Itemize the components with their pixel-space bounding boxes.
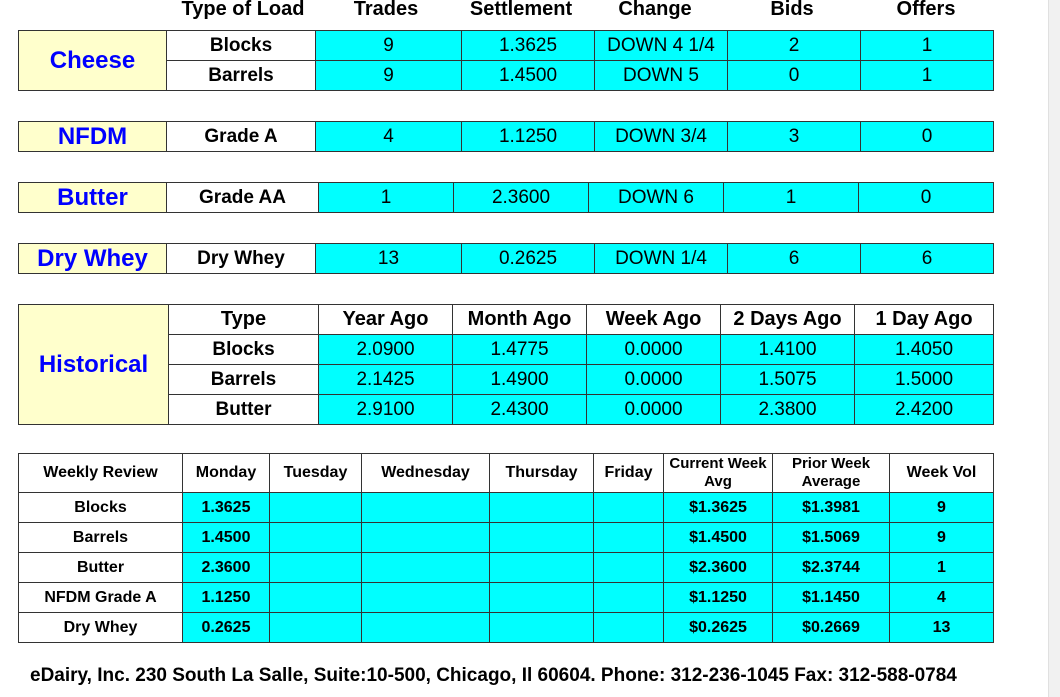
weekly-cell: $1.1250 <box>664 583 773 613</box>
header-type-of-load: Type of Load <box>181 0 305 20</box>
type-cell: Grade AA <box>167 183 319 213</box>
change-cell: DOWN 1/4 <box>595 244 728 274</box>
weekly-header-wednesday: Wednesday <box>362 454 490 493</box>
hist-header-type: Type <box>169 305 319 335</box>
hist-value-cell: 0.0000 <box>587 395 721 425</box>
weekly-cell <box>490 613 594 643</box>
hist-header-month-ago: Month Ago <box>453 305 587 335</box>
weekly-cell <box>594 493 664 523</box>
header-settlement: Settlement <box>469 0 573 20</box>
hist-value-cell: 2.9100 <box>319 395 453 425</box>
nfdm-table <box>18 121 994 152</box>
cheese-table <box>18 30 994 91</box>
weekly-cell: 0.2625 <box>183 613 270 643</box>
weekly-cell: 13 <box>890 613 994 643</box>
header-trades: Trades <box>353 0 419 20</box>
historical-label: Historical <box>19 305 169 425</box>
weekly-cell <box>490 493 594 523</box>
butter-label: Butter <box>19 183 167 213</box>
offers-cell: 6 <box>861 244 994 274</box>
bids-cell: 6 <box>728 244 861 274</box>
weekly-header-tuesday: Tuesday <box>270 454 362 493</box>
offers-cell: 1 <box>861 61 994 91</box>
hist-value-cell: 0.0000 <box>587 335 721 365</box>
weekly-cell: $1.5069 <box>773 523 890 553</box>
weekly-header-prior-avg: Prior Week Average <box>773 454 890 493</box>
weekly-cell: 9 <box>890 523 994 553</box>
weekly-cell: 1.3625 <box>183 493 270 523</box>
weekly-cell: $2.3744 <box>773 553 890 583</box>
hist-header-year-ago: Year Ago <box>319 305 453 335</box>
weekly-header-monday: Monday <box>183 454 270 493</box>
header-change: Change <box>618 0 692 20</box>
weekly-cell <box>594 523 664 553</box>
weekly-cell: $1.3981 <box>773 493 890 523</box>
weekly-cell <box>490 523 594 553</box>
cheese-label: Cheese <box>19 31 167 91</box>
settlement-cell: 0.2625 <box>462 244 595 274</box>
weekly-cell <box>362 493 490 523</box>
weekly-cell: $1.1450 <box>773 583 890 613</box>
weekly-cell <box>270 553 362 583</box>
hist-type-cell: Barrels <box>169 365 319 395</box>
bids-cell: 1 <box>724 183 859 213</box>
hist-header-week-ago: Week Ago <box>587 305 721 335</box>
nfdm-label: NFDM <box>19 122 167 152</box>
change-cell: DOWN 4 1/4 <box>595 31 728 61</box>
whey-label: Dry Whey <box>19 244 167 274</box>
weekly-cell <box>362 553 490 583</box>
weekly-cell <box>594 553 664 583</box>
hist-value-cell: 2.0900 <box>319 335 453 365</box>
trades-cell: 4 <box>316 122 462 152</box>
footer-contact: eDairy, Inc. 230 South La Salle, Suite:10-500, Chicago, Il 60604. Phone: 312-236-1045 Fax: 312-588-0784 <box>30 665 957 686</box>
trades-cell: 9 <box>316 61 462 91</box>
weekly-header-thursday: Thursday <box>490 454 594 493</box>
weekly-row-label: Dry Whey <box>19 613 183 643</box>
weekly-cell <box>270 583 362 613</box>
change-cell: DOWN 6 <box>589 183 724 213</box>
weekly-cell: 2.3600 <box>183 553 270 583</box>
hist-header-1-day-ago: 1 Day Ago <box>855 305 994 335</box>
weekly-cell: $1.3625 <box>664 493 773 523</box>
weekly-cell <box>270 613 362 643</box>
weekly-cell: 1.4500 <box>183 523 270 553</box>
weekly-cell: 1.1250 <box>183 583 270 613</box>
hist-value-cell: 2.3800 <box>721 395 855 425</box>
weekly-cell <box>270 523 362 553</box>
weekly-header-friday: Friday <box>594 454 664 493</box>
weekly-cell: $1.4500 <box>664 523 773 553</box>
weekly-cell: 1 <box>890 553 994 583</box>
offers-cell: 1 <box>861 31 994 61</box>
header-offers: Offers <box>896 0 956 20</box>
weekly-cell: $2.3600 <box>664 553 773 583</box>
hist-value-cell: 2.4300 <box>453 395 587 425</box>
settlement-cell: 2.3600 <box>454 183 589 213</box>
settlement-cell: 1.1250 <box>462 122 595 152</box>
weekly-row-label: Butter <box>19 553 183 583</box>
weekly-cell: $0.2669 <box>773 613 890 643</box>
type-cell: Blocks <box>167 31 316 61</box>
hist-header-2-days-ago: 2 Days Ago <box>721 305 855 335</box>
trades-cell: 9 <box>316 31 462 61</box>
type-cell: Dry Whey <box>167 244 316 274</box>
butter-table <box>18 182 994 213</box>
whey-table <box>18 243 994 274</box>
weekly-row-label: Barrels <box>19 523 183 553</box>
settlement-cell: 1.3625 <box>462 31 595 61</box>
weekly-review-table <box>18 453 994 643</box>
weekly-cell: 4 <box>890 583 994 613</box>
hist-type-cell: Butter <box>169 395 319 425</box>
weekly-cell <box>490 583 594 613</box>
offers-cell: 0 <box>859 183 994 213</box>
weekly-cell <box>362 613 490 643</box>
trades-cell: 1 <box>319 183 454 213</box>
hist-value-cell: 0.0000 <box>587 365 721 395</box>
type-cell: Barrels <box>167 61 316 91</box>
settlement-cell: 1.4500 <box>462 61 595 91</box>
hist-value-cell: 1.4775 <box>453 335 587 365</box>
bids-cell: 0 <box>728 61 861 91</box>
bids-cell: 3 <box>728 122 861 152</box>
historical-table <box>18 304 994 425</box>
weekly-row-label: Blocks <box>19 493 183 523</box>
weekly-header-week-vol: Week Vol <box>890 454 994 493</box>
hist-value-cell: 1.5075 <box>721 365 855 395</box>
hist-value-cell: 1.4100 <box>721 335 855 365</box>
weekly-cell <box>362 583 490 613</box>
change-cell: DOWN 5 <box>595 61 728 91</box>
type-cell: Grade A <box>167 122 316 152</box>
hist-value-cell: 2.1425 <box>319 365 453 395</box>
hist-value-cell: 1.5000 <box>855 365 994 395</box>
weekly-cell: 9 <box>890 493 994 523</box>
trades-cell: 13 <box>316 244 462 274</box>
hist-value-cell: 1.4050 <box>855 335 994 365</box>
offers-cell: 0 <box>861 122 994 152</box>
scrollbar-track[interactable] <box>1048 0 1060 697</box>
weekly-cell <box>594 613 664 643</box>
hist-value-cell: 2.4200 <box>855 395 994 425</box>
weekly-header-current-avg: Current Week Avg <box>664 454 773 493</box>
weekly-header-review: Weekly Review <box>19 454 183 493</box>
weekly-cell <box>490 553 594 583</box>
change-cell: DOWN 3/4 <box>595 122 728 152</box>
weekly-cell <box>362 523 490 553</box>
weekly-row-label: NFDM Grade A <box>19 583 183 613</box>
weekly-cell <box>594 583 664 613</box>
hist-type-cell: Blocks <box>169 335 319 365</box>
weekly-cell: $0.2625 <box>664 613 773 643</box>
bids-cell: 2 <box>728 31 861 61</box>
header-bids: Bids <box>770 0 814 20</box>
hist-value-cell: 1.4900 <box>453 365 587 395</box>
weekly-cell <box>270 493 362 523</box>
